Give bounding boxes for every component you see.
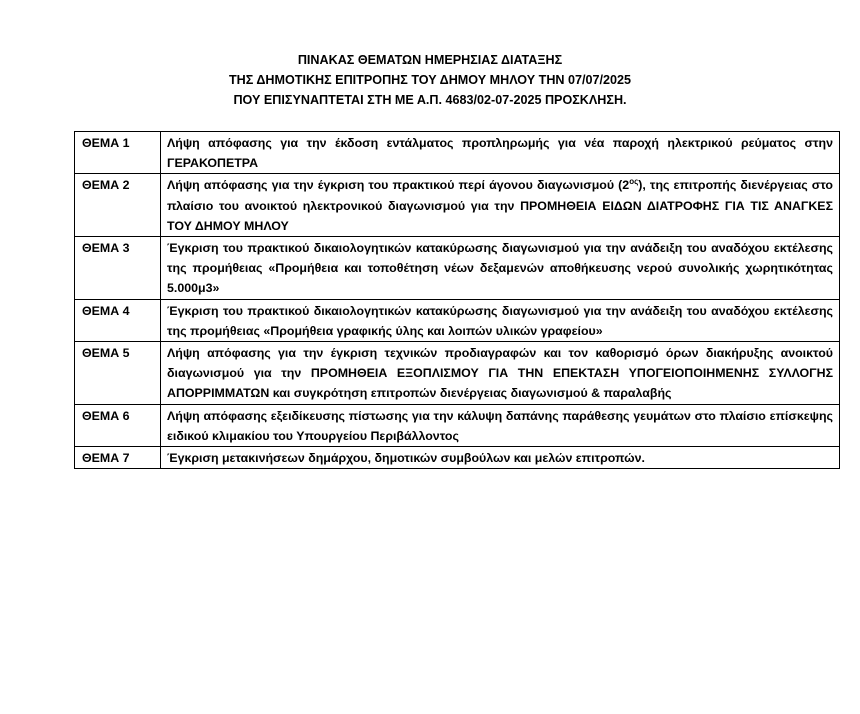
topic-label: ΘΕΜΑ 7 — [75, 447, 161, 469]
topic-description: Έγκριση μετακινήσεων δημάρχου, δημοτικών συμβούλων και μελών επιτροπών. — [161, 447, 840, 469]
document-header — [0, 50, 860, 110]
topic-description: Λήψη απόφασης για την έκδοση εντάλματος προπληρωμής για νέα παροχή ηλεκτρικού ρεύματος στην ΓΕΡΑΚΟΠΕΤΡΑ — [161, 132, 840, 174]
table-row — [75, 174, 840, 237]
header-reference-line: ΠΟΥ ΕΠΙΣΥΝΑΠΤΕΤΑΙ ΣΤΗ ΜΕ Α.Π. 4683/02-07-2025 ΠΡΟΣΚΛΗΣΗ. — [233, 93, 627, 107]
topic-text-part: ), της επιτροπής διενέργειας στο πλαίσιο του ανοικτού ηλεκτρονικού διαγωνισμού για την ΠΡΟΜΗΘΕΙΑ ΕΙΔΩΝ ΔΙΑΤΡΟΦΗΣ ΓΙΑ ΤΙΣ ΑΝΑΓΚΕΣ ΤΟΥ ΔΗΜΟΥ ΜΗΛΟΥ — [167, 178, 833, 233]
topic-label: ΘΕΜΑ 4 — [75, 299, 161, 341]
header-meeting-line: ΤΗΣ ΔΗΜΟΤΙΚΗΣ ΕΠΙΤΡΟΠΗΣ ΤΟΥ ΔΗΜΟΥ ΜΗΛΟΥ ΤΗΝ 07/07/2025 — [228, 73, 632, 87]
agenda-table — [74, 131, 840, 469]
topic-label: ΘΕΜΑ 6 — [75, 404, 161, 446]
topic-description: Λήψη απόφασης εξειδίκευσης πίστωσης για την κάλυψη δαπάνης παράθεσης γευμάτων στο πλαίσιο επίσκεψης ειδικού κλιμακίου του Υπουργείου Περιβάλλοντος — [161, 404, 840, 446]
topic-description: Έγκριση του πρακτικού δικαιολογητικών κατακύρωσης διαγωνισμού για την ανάδειξη του αναδόχου εκτέλεσης της προμήθειας «Προμήθεια γραφικής ύλης και λοιπών υλικών γραφείου» — [161, 299, 840, 341]
topic-description: Έγκριση του πρακτικού δικαιολογητικών κατακύρωσης διαγωνισμού για την ανάδειξη του αναδόχου εκτέλεσης της προμήθειας «Προμήθεια και τοποθέτηση νέων δεξαμενών αποθήκευσης νερού συνολικής χωρητικότητας 5.000μ3» — [161, 237, 840, 300]
table-row — [75, 342, 840, 405]
topic-label: ΘΕΜΑ 1 — [75, 132, 161, 174]
header-title-line: ΠΙΝΑΚΑΣ ΘΕΜΑΤΩΝ ΗΜΕΡΗΣΙΑΣ ΔΙΑΤΑΞΗΣ — [297, 53, 563, 67]
table-row — [75, 132, 840, 174]
topic-label: ΘΕΜΑ 5 — [75, 342, 161, 405]
topic-label: ΘΕΜΑ 3 — [75, 237, 161, 300]
table-row — [75, 447, 840, 469]
ordinal-superscript: ος — [629, 177, 639, 187]
topic-label: ΘΕΜΑ 2 — [75, 174, 161, 237]
table-row — [75, 404, 840, 446]
topic-text-part: Λήψη απόφασης για την έγκριση του πρακτικού περί άγονου διαγωνισμού (2 — [167, 178, 630, 193]
topic-description: Λήψη απόφασης για την έγκριση τεχνικών προδιαγραφών και τον καθορισμό όρων διακήρυξης ανοικτού διαγωνισμού για την ΠΡΟΜΗΘΕΙΑ ΕΞΟΠΛΙΣΜΟΥ ΓΙΑ ΤΗΝ ΕΠΕΚΤΑΣΗ ΥΠΟΓΕΙΟΠΟΙΗΜΕΝΗΣ ΣΥΛΛΟΓΗΣ ΑΠΟΡΡΙΜΜΑΤΩΝ και συγκρότηση επιτροπών διενέργειας διαγωνισμού & παραλαβής — [161, 342, 840, 405]
table-row — [75, 299, 840, 341]
table-row — [75, 237, 840, 300]
topic-description — [161, 174, 840, 237]
